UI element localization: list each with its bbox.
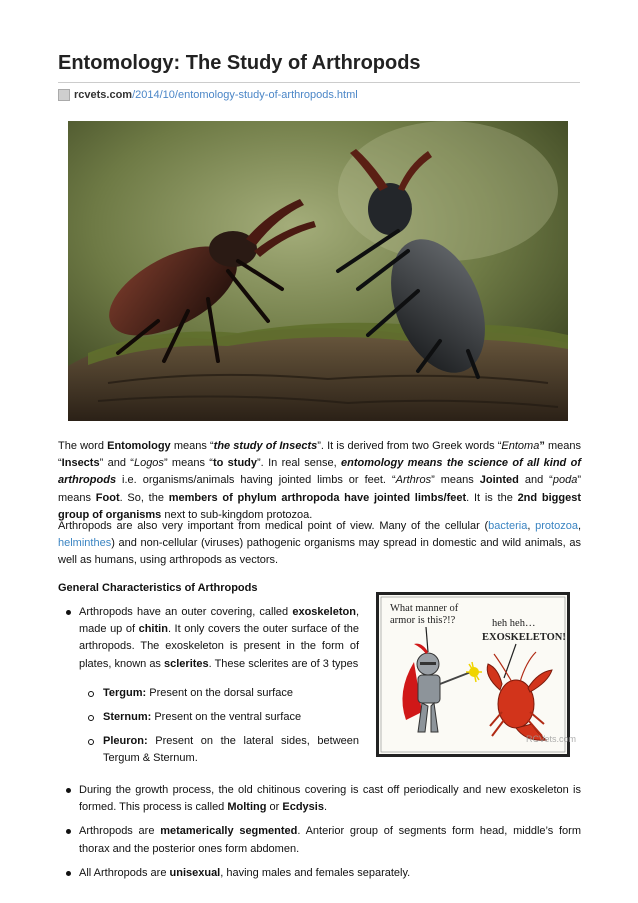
list-item-pleuron: Pleuron: Present on the lateral sides, between Tergum & Sternum. xyxy=(79,733,359,767)
bubble-knight-line1: What manner of xyxy=(390,603,459,614)
source-domain-link[interactable]: rcvets.com xyxy=(74,89,133,101)
medical-importance-paragraph: Arthropods are also very important from medical point of view. Many of the cellular (bacteria, protozoa, helminthes) and non-cellular (viruses) pathogenic organisms may spread in domestic and wild animals, as well as humans, using arthropods as vectors. xyxy=(58,520,581,567)
bacteria-link[interactable]: bacteria xyxy=(488,520,528,532)
bubble-lobster-line1: heh heh… xyxy=(492,618,536,629)
helminthes-link[interactable]: helminthes xyxy=(58,537,112,550)
list-item-segmentation: Arthropods are metamerically segmented. Anterior group of segments form head, middle’s form thorax and the posterior ones form abdomen. xyxy=(58,823,581,857)
list-item-sternum: Sternum: Present on the ventral surface xyxy=(79,709,359,726)
source-line xyxy=(58,89,358,101)
list-item-exoskeleton: Arthropods have an outer covering, called exoskeleton, made up of chitin. It only covers the outer surface of the arthropods. The exoskeleton is present in the form of plates, known as sclerites. These sclerites are of 3 types Tergum: Present on the dorsal surface Sternum: Present on the ventral surface Pleuron: Present on the lateral sides, between Tergum & Sternum. xyxy=(58,604,359,768)
title-divider xyxy=(58,82,580,83)
intro-paragraph: The word Entomology means “the study of Insects”. It is derived from two Greek words “Entoma” means “Insects” and “Logos” means “to study”. In real sense, entomology means the science of all kind of arthropods i.e. organisms/animals having jointed limbs or feet. “Arthros” means Jointed and “poda” means Foot. So, the members of phylum arthropoda have jointed limbs/feet. It is the 2nd biggest group of organisms next to sub-kingdom protozoa. xyxy=(58,440,581,521)
exoskeleton-cartoon xyxy=(376,592,577,757)
sclerite-types-list xyxy=(79,685,359,768)
protozoa-link[interactable]: protozoa xyxy=(535,520,578,532)
stag-beetles-photo xyxy=(68,121,568,421)
page-title: Entomology: The Study of Arthropods xyxy=(58,52,421,74)
bubble-knight-line2: armor is this?!? xyxy=(390,615,456,626)
list-item-tergum: Tergum: Present on the dorsal surface xyxy=(79,685,359,702)
list-item-molting: During the growth process, the old chitinous covering is cast off periodically and new exoskeleton is formed. This process is called Molting or Ecdysis. xyxy=(58,782,581,816)
list-item-unisexual: All Arthropods are unisexual, having males and females separately. xyxy=(58,865,581,882)
characteristics-list-top xyxy=(58,604,359,775)
bubble-lobster-line2: EXOSKELETON! xyxy=(482,632,566,643)
characteristics-list-bottom xyxy=(58,782,581,889)
source-path: /2014/10/entomology-study-of-arthropods.html xyxy=(132,89,358,101)
favicon-icon xyxy=(58,89,70,101)
cartoon-watermark: RCVets.com xyxy=(526,734,577,744)
section-heading: General Characteristics of Arthropods xyxy=(58,582,258,594)
